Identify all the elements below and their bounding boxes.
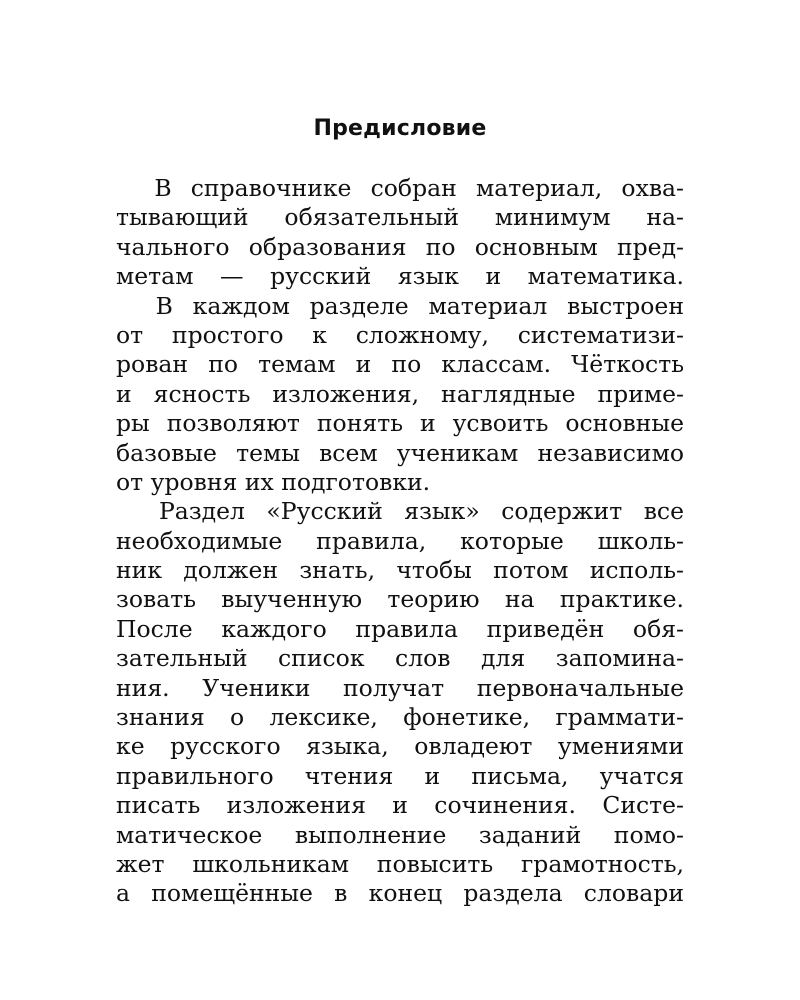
text-line: ры позволяют понять и усвоить основные bbox=[116, 409, 684, 438]
text-line: ке русского языка, овладеют умениями bbox=[116, 732, 684, 761]
text-line: зовать выученную теорию на практике. bbox=[116, 585, 684, 614]
text-line: писать изложения и сочинения. Систе- bbox=[116, 791, 684, 820]
text-line: жет школьникам повысить грамотность, bbox=[116, 849, 684, 878]
text-line: метам — русский язык и математика. bbox=[116, 262, 684, 291]
text-line: В справочнике собран материал, охва- bbox=[116, 174, 684, 202]
text-line: ник должен знать, чтобы потом исполь- bbox=[116, 556, 684, 585]
text-line: правильного чтения и письма, учатся bbox=[116, 761, 684, 790]
text-line: ния. Ученики получат первоначальные bbox=[116, 673, 684, 702]
text-line: рован по темам и по классам. Чёткость bbox=[116, 350, 684, 379]
text-line: от простого к сложному, систематизи- bbox=[116, 320, 684, 349]
text-line: и ясность изложения, наглядные приме- bbox=[116, 379, 684, 408]
text-line: от уровня их подготовки. bbox=[116, 467, 431, 496]
text-line: зательный список слов для запомина- bbox=[116, 644, 684, 673]
text-line: необходимые правила, которые школь- bbox=[116, 526, 684, 555]
text-line: матическое выполнение заданий помо- bbox=[116, 820, 684, 849]
text-line: знания о лексике, фонетике, граммати- bbox=[116, 703, 684, 732]
text-line: В каждом разделе материал выстроен bbox=[116, 291, 684, 320]
text-line: чального образования по основным пред- bbox=[116, 232, 684, 261]
text-line: Раздел «Русский язык» содержит все bbox=[116, 497, 684, 526]
text-line: а помещённые в конец раздела словари bbox=[116, 879, 684, 908]
text-line: базовые темы всем ученикам независимо bbox=[116, 438, 684, 467]
text-line: После каждого правила приведён обя- bbox=[116, 614, 684, 643]
text-body bbox=[116, 174, 684, 909]
text-line: тывающий обязательный минимум на- bbox=[116, 203, 684, 232]
page-title: Предисловие bbox=[313, 116, 487, 141]
